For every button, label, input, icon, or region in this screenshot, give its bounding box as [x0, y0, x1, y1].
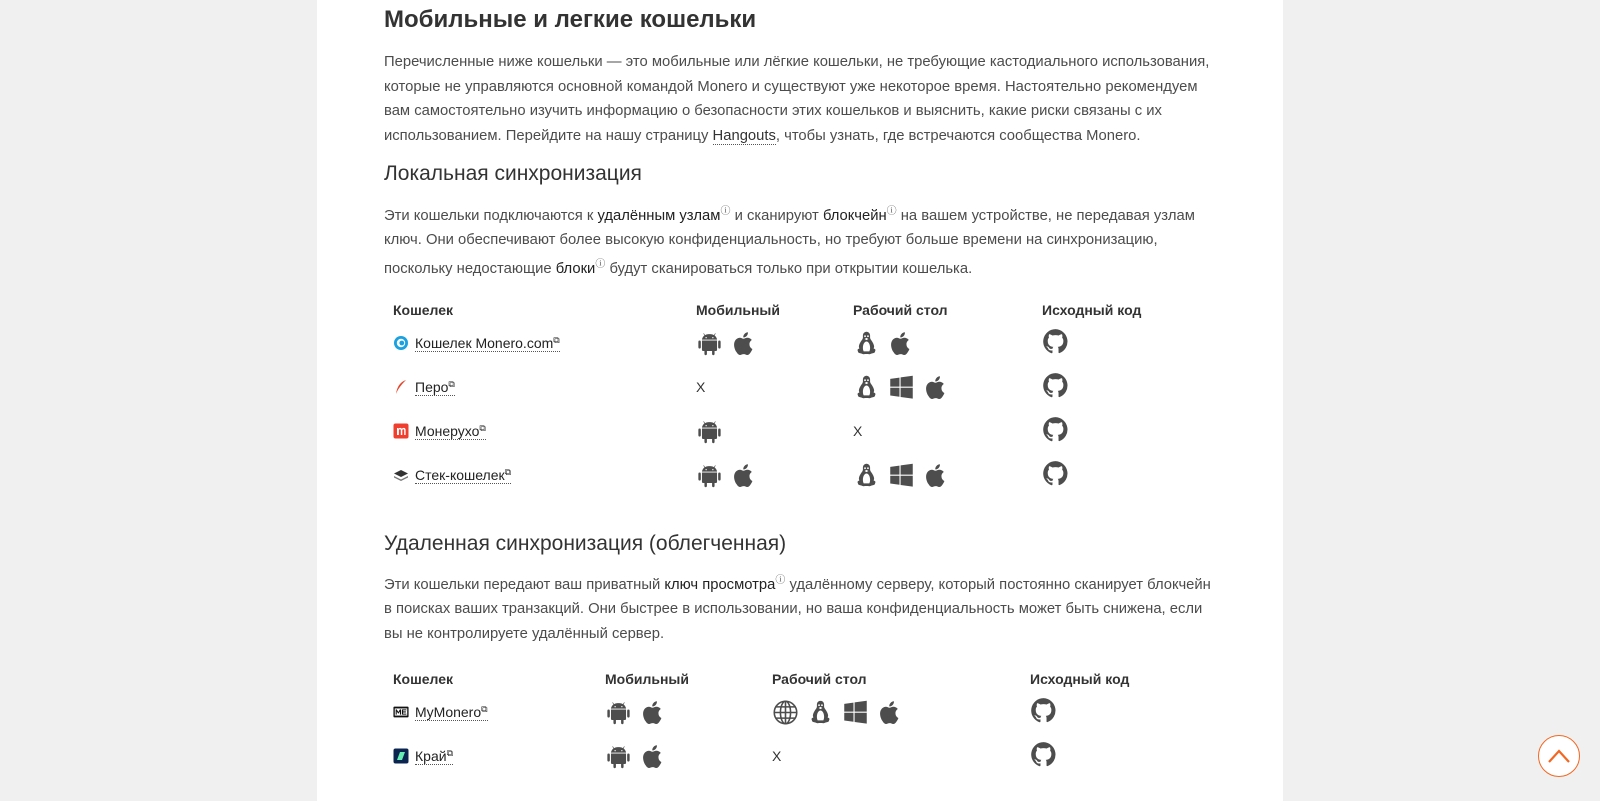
- external-link-icon: ⧉: [448, 378, 455, 389]
- info-icon[interactable]: ⓘ: [775, 575, 786, 586]
- wallet-link-wrap[interactable]: [415, 748, 453, 765]
- remote-sync-description: [384, 569, 1214, 646]
- col-header-wallet: Кошелек: [393, 671, 454, 687]
- info-icon[interactable]: ⓘ: [720, 206, 731, 217]
- edge-logo: [393, 748, 409, 764]
- wallet-link-wrap[interactable]: [415, 379, 455, 396]
- wallet-name: [393, 467, 687, 484]
- wallet-link-wrap[interactable]: [415, 704, 488, 721]
- windows-icon[interactable]: [842, 699, 869, 726]
- source-cell: [1021, 734, 1211, 778]
- github-icon[interactable]: [1030, 741, 1057, 768]
- col-header-wallet: Кошелек: [393, 302, 454, 318]
- table-header-row: [384, 299, 1213, 321]
- wallet-cell: [384, 453, 687, 497]
- apple-icon[interactable]: [877, 699, 904, 726]
- wallet-name: [393, 748, 596, 765]
- table-header-row: [384, 668, 1211, 690]
- github-icon[interactable]: [1042, 328, 1069, 355]
- apple-icon[interactable]: [923, 374, 950, 401]
- col-header-source: Исходный код: [1030, 671, 1130, 687]
- term-view-key[interactable]: ключ просмотра: [664, 576, 776, 593]
- wallet-cell: [384, 690, 596, 734]
- scroll-to-top-button[interactable]: [1538, 735, 1580, 777]
- col-header-mobile: Мобильный: [605, 671, 689, 687]
- table-row: [384, 409, 1213, 453]
- wallet-name: [393, 335, 687, 352]
- table-row: [384, 365, 1213, 409]
- wallet-link[interactable]: Край: [415, 747, 447, 764]
- external-link-icon: ⧉: [446, 747, 453, 758]
- mobile-cell: [687, 409, 844, 453]
- term-blockchain[interactable]: блокчейн: [822, 207, 887, 224]
- linux-icon[interactable]: [807, 699, 834, 726]
- intro-paragraph: [384, 50, 1214, 148]
- wallet-link[interactable]: Стек-кошелек: [415, 466, 505, 483]
- desktop-cell: [844, 409, 1033, 453]
- wallet-link[interactable]: MyMonero: [415, 703, 482, 720]
- hangouts-link[interactable]: Hangouts: [712, 127, 776, 144]
- mobile-cell: [687, 453, 844, 497]
- monero-com-logo: [393, 335, 409, 351]
- stack-logo: [393, 467, 409, 483]
- wallet-link-wrap[interactable]: [415, 423, 486, 440]
- local-sync-description: [384, 200, 1214, 281]
- android-icon[interactable]: [696, 418, 723, 445]
- intro-text: Перечисленные ниже кошельки — это мобильные или лёгкие кошельки, не требующие кастодиального использования, которые не управляются основной командой Monero и существуют уже некоторое время. Настоятельно рекомендуем вам самостоятельно изучить информацию о безопасности этих кошельков и выяснить, какие риски связаны с их использованием. Перейдите на нашу страницу: [384, 54, 1210, 144]
- not-available-mark: X: [772, 748, 782, 764]
- local-sync-title: Локальная синхронизация: [384, 162, 642, 185]
- col-header-desktop: Рабочий стол: [853, 302, 948, 318]
- linux-icon[interactable]: [853, 374, 880, 401]
- mobile-cell: [687, 321, 844, 365]
- github-icon[interactable]: [1030, 697, 1057, 724]
- mobile-cell-icons: [605, 699, 763, 726]
- wallet-cell: [384, 365, 687, 409]
- mobile-cell: [596, 690, 763, 734]
- table-row: [384, 453, 1213, 497]
- page-container: [317, 0, 1283, 801]
- apple-icon[interactable]: [640, 699, 667, 726]
- desktop-cell-icons: [853, 374, 1033, 401]
- col-header-mobile: Мобильный: [696, 302, 780, 318]
- desktop-cell: [844, 365, 1033, 409]
- desktop-cell: [844, 321, 1033, 365]
- android-icon[interactable]: [696, 462, 723, 489]
- remote-wallets-table: [384, 668, 1211, 778]
- source-cell: [1021, 690, 1211, 734]
- desktop-cell-icons: [772, 699, 1021, 726]
- linux-icon[interactable]: [853, 330, 880, 357]
- mobile-cell-icons: [696, 462, 844, 489]
- linux-icon[interactable]: [853, 462, 880, 489]
- windows-icon[interactable]: [888, 462, 915, 489]
- desc-text: и сканируют: [730, 207, 823, 224]
- source-cell: [1033, 409, 1213, 453]
- table-row: [384, 734, 1211, 778]
- source-cell: [1033, 365, 1213, 409]
- desktop-cell: [844, 453, 1033, 497]
- mobile-cell: [596, 734, 763, 778]
- wallet-link-wrap[interactable]: [415, 335, 560, 352]
- term-blocks[interactable]: блоки: [555, 260, 596, 277]
- desc-text: на вашем устройстве, не передавая узлам ключ. Они обеспечивают более высокую конфиденциальность, но требуют больше времени на синхронизацию, поскольку недостающие: [384, 207, 1195, 277]
- apple-icon[interactable]: [731, 462, 758, 489]
- source-cell: [1033, 453, 1213, 497]
- windows-icon[interactable]: [888, 374, 915, 401]
- wallet-cell: [384, 409, 687, 453]
- local-wallets-table: [384, 299, 1213, 497]
- table-row: [384, 690, 1211, 734]
- desc-text: Эти кошельки передают ваш приватный: [384, 576, 665, 593]
- table-row: [384, 321, 1213, 365]
- desktop-cell: [763, 690, 1021, 734]
- wallet-cell: [384, 321, 687, 365]
- desktop-cell: [763, 734, 1021, 778]
- apple-icon[interactable]: [923, 462, 950, 489]
- apple-icon[interactable]: [640, 743, 667, 770]
- col-header-desktop: Рабочий стол: [772, 671, 867, 687]
- wallet-name: [393, 704, 596, 721]
- wallet-link[interactable]: Перо: [415, 378, 449, 395]
- wallet-name: [393, 423, 687, 440]
- external-link-icon: ⧉: [479, 422, 486, 433]
- mobile-cell: [687, 365, 844, 409]
- not-available-mark: X: [696, 379, 706, 395]
- monerujo-logo: [393, 423, 409, 439]
- apple-icon[interactable]: [888, 330, 915, 357]
- web-icon[interactable]: [772, 699, 799, 726]
- android-icon[interactable]: [605, 699, 632, 726]
- mobile-cell-icons: [696, 330, 844, 357]
- info-icon[interactable]: ⓘ: [595, 258, 606, 270]
- desc-text: будут сканироваться только при открытии кошелька.: [605, 260, 973, 277]
- remote-sync-title: Удаленная синхронизация (облегченная): [384, 532, 787, 555]
- external-link-icon: ⧉: [553, 334, 560, 345]
- github-icon[interactable]: [1042, 372, 1069, 399]
- intro-text-end: , чтобы узнать, где встречаются сообщества Monero.: [775, 127, 1141, 144]
- android-icon[interactable]: [696, 330, 723, 357]
- term-remote-nodes[interactable]: удалённым узлам: [597, 207, 721, 224]
- feather-logo: [393, 379, 409, 395]
- external-link-icon: ⧉: [504, 466, 512, 477]
- desktop-cell-icons: [853, 462, 1033, 489]
- desktop-cell-icons: [853, 330, 1033, 357]
- desc-text: удалённому серверу, который постоянно сканирует блокчейн в поисках ваших транзакций. Они быстрее в использовании, но ваша конфиденциальность может быть снижена, если вы не контролируете удалённый сервер.: [384, 576, 1211, 642]
- col-header-source: Исходный код: [1042, 302, 1142, 318]
- github-icon[interactable]: [1042, 416, 1069, 443]
- android-icon[interactable]: [605, 743, 632, 770]
- apple-icon[interactable]: [731, 330, 758, 357]
- mobile-cell-icons: [696, 418, 844, 445]
- external-link-icon: ⧉: [481, 703, 488, 714]
- source-cell: [1033, 321, 1213, 365]
- wallet-cell: [384, 734, 596, 778]
- wallet-name: [393, 379, 687, 396]
- wallet-link-wrap[interactable]: [415, 467, 511, 484]
- wallet-link[interactable]: Кошелек Monero.com: [415, 334, 554, 351]
- wallet-link[interactable]: Монерухо: [415, 422, 480, 439]
- mymonero-logo: [393, 704, 409, 720]
- mobile-cell-icons: [605, 743, 763, 770]
- github-icon[interactable]: [1042, 460, 1069, 487]
- not-available-mark: X: [853, 423, 863, 439]
- page-title: Мобильные и легкие кошельки: [384, 6, 757, 33]
- info-icon[interactable]: ⓘ: [886, 206, 897, 217]
- chevron-up-icon: [1547, 748, 1571, 764]
- desc-text: Эти кошельки подключаются к: [384, 207, 598, 224]
